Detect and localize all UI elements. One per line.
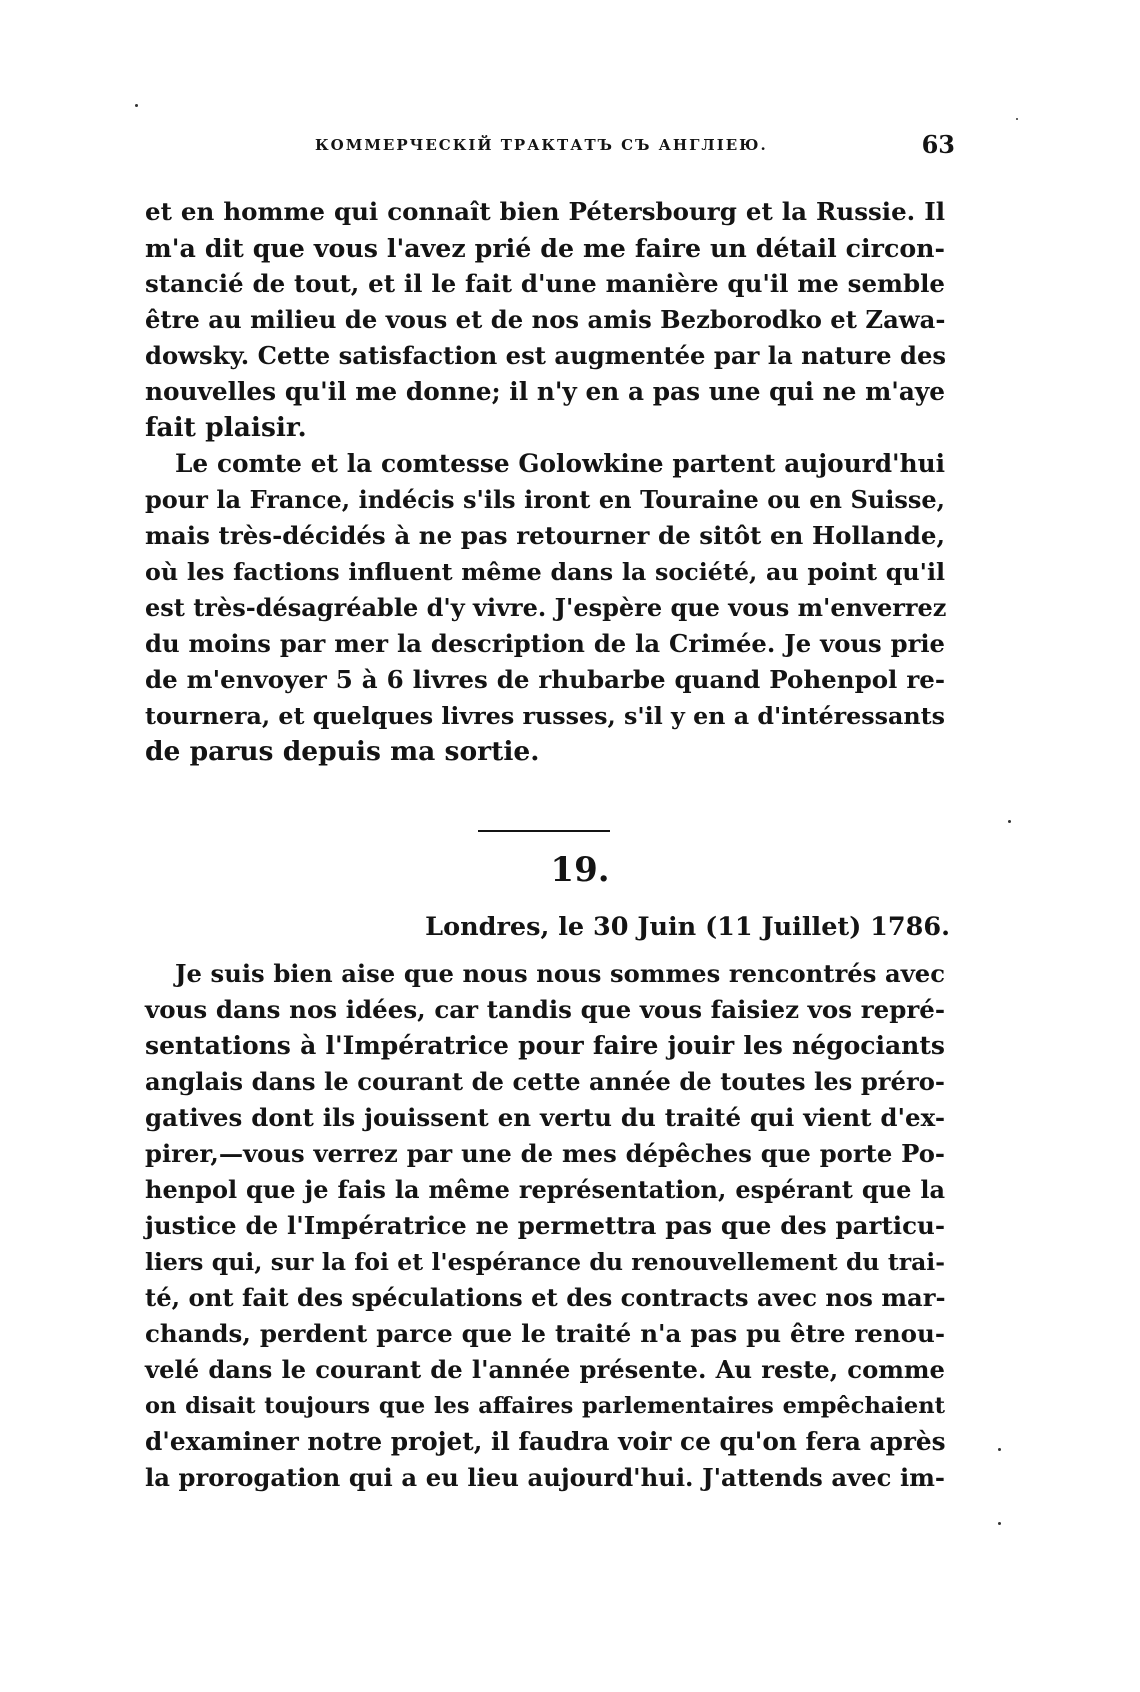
- running-title: КОММЕРЧЕСКІЙ ТРАКТАТЪ СЪ АНГЛІЕЮ.: [315, 136, 768, 154]
- text-line: gatives dont ils jouissent en vertu du traité qui vient d'ex-: [145, 1103, 945, 1132]
- text-line: Je suis bien aise que nous nous sommes rencontrés avec: [175, 959, 945, 988]
- text-line: est très-désagréable d'y vivre. J'espère que vous m'enverrez: [145, 593, 947, 622]
- letter-18-paragraph: [145, 446, 945, 770]
- text-line: où les factions influent même dans la société, au point qu'il: [145, 558, 945, 586]
- text-line: dowsky. Cette satisfaction est augmentée par la nature des: [145, 341, 947, 370]
- text-line: Le comte et la comtesse Golowkine partent aujourd'hui: [175, 449, 945, 478]
- scan-speck: [1008, 820, 1011, 823]
- text-line: té, ont fait des spéculations et des contracts avec nos mar-: [145, 1283, 946, 1312]
- text-line: tournera, et quelques livres russes, s'il y en a d'intéressants: [145, 702, 945, 730]
- text-line: mais très-décidés à ne pas retourner de sitôt en Hollande,: [145, 521, 945, 550]
- text-line: henpol que je fais la même représentation, espérant que la: [145, 1175, 945, 1204]
- text-line: m'a dit que vous l'avez prié de me faire un détail circon-: [145, 233, 945, 263]
- text-line: et en homme qui connaît bien Pétersbourg et la Russie. Il: [145, 197, 945, 226]
- text-line: fait plaisir.: [145, 412, 307, 443]
- text-line: vous dans nos idées, car tandis que vous faisiez vos repré-: [145, 995, 945, 1024]
- text-line: la prorogation qui a eu lieu aujourd'hui. J'attends avec im-: [145, 1463, 945, 1492]
- text-line: chands, perdent parce que le traité n'a pas pu être renou-: [145, 1319, 945, 1348]
- letter-number: 19.: [550, 850, 610, 890]
- section-divider: [478, 830, 610, 832]
- text-line: velé dans le courant de l'année présente. Au reste, comme: [145, 1355, 945, 1384]
- text-line: du moins par mer la description de la Crimée. Je vous prie: [145, 629, 945, 658]
- scan-speck: [998, 1522, 1001, 1525]
- scan-speck: [998, 1448, 1001, 1451]
- text-line: stancié de tout, et il le fait d'une manière qu'il me semble: [145, 269, 945, 298]
- text-line: sentations à l'Impératrice pour faire jouir les négociants: [145, 1031, 945, 1060]
- text-line: pour la France, indécis s'ils iront en Touraine ou en Suisse,: [145, 485, 945, 514]
- text-line: on disait toujours que les affaires parlementaires empêchaient: [145, 1393, 945, 1419]
- letter-19-body: [145, 956, 945, 1496]
- text-line: nouvelles qu'il me donne; il n'y en a pas une qui ne m'aye: [145, 377, 945, 406]
- text-line: d'examiner notre projet, il faudra voir ce qu'on fera après: [145, 1427, 946, 1456]
- letter-18-continuation: [145, 194, 945, 446]
- text-line: liers qui, sur la foi et l'espérance du renouvellement du trai-: [145, 1248, 945, 1276]
- letter-dateline: Londres, le 30 Juin (11 Juillet) 1786.: [425, 912, 950, 942]
- scan-speck: [1016, 118, 1018, 120]
- text-line: anglais dans le courant de cette année de toutes les préro-: [145, 1067, 945, 1096]
- text-line: de m'envoyer 5 à 6 livres de rhubarbe quand Pohenpol re-: [145, 665, 945, 694]
- text-line: justice de l'Impératrice ne permettra pas que des particu-: [145, 1211, 945, 1240]
- text-line: de parus depuis ma sortie.: [145, 736, 540, 767]
- text-line: être au milieu de vous et de nos amis Bezborodko et Zawa-: [145, 305, 946, 334]
- page-number: 63: [921, 130, 955, 159]
- scan-speck: [135, 104, 138, 107]
- running-head: [145, 130, 955, 170]
- text-line: pirer,—vous verrez par une de mes dépêches que porte Po-: [145, 1139, 945, 1168]
